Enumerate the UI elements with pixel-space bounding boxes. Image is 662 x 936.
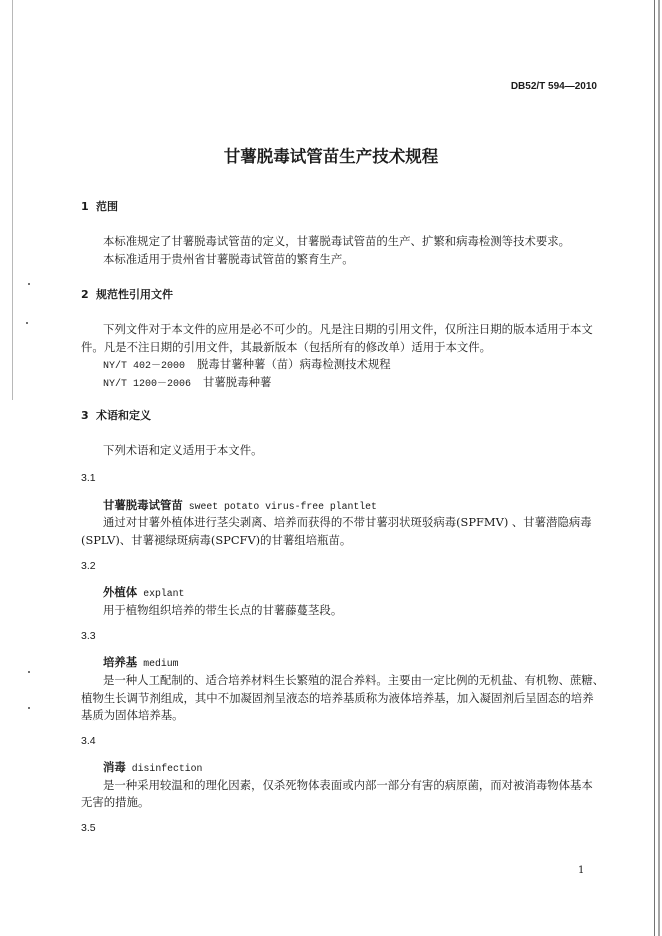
scan-speck [28,707,30,709]
section-heading-scope [81,200,118,214]
definition-line: 是一种采用较温和的理化因素，仅杀死物体表面或内部一部分有害的病原菌，而对被消毒物体基本 [103,778,593,792]
reference-title: 脱毒甘薯种薯（苗）病毒检测技术规程 [197,357,391,371]
definition-line: (SPLV)、甘薯褪绿斑病毒(SPCFV)的甘薯组培瓶苗。 [81,533,352,547]
paragraph-line: 件。凡是不注日期的引用文件，其最新版本（包括所有的修改单）适用于本文件。 [81,340,492,354]
section-number: 1 [81,200,89,213]
term-name-cn: 培养基 [103,655,138,669]
section-title: 范围 [96,200,118,213]
scan-speck [28,671,30,673]
term-entry [103,498,377,512]
scan-speck [28,283,30,285]
section-number: 3 [81,409,89,422]
definition-line: 通过对甘薯外植体进行茎尖剥离、培养而获得的不带甘薯羽状斑驳病毒(SPFMV) 、甘薯潜隐病毒 [103,515,592,529]
reference-item [103,375,271,389]
paragraph-line: 下列文件对于本文件的应用是必不可少的。凡是注日期的引用文件，仅所注日期的版本适用于本文 [103,322,593,336]
section-number: 2 [81,288,89,301]
clause-number: 3.4 [81,735,96,747]
section-title: 术语和定义 [96,409,151,422]
section-heading-normative-references [81,288,173,302]
page-number: 1 [578,865,585,876]
definition-line: 基质为固体培养基。 [81,708,184,722]
clause-number: 3.3 [81,630,96,642]
term-entry [103,655,178,669]
term-entry [103,585,184,599]
section-heading-terms-definitions [81,409,151,423]
definition-line: 无害的措施。 [81,795,150,809]
term-name-cn: 甘薯脱毒试管苗 [103,498,183,512]
term-entry [103,760,202,774]
term-name-en: explant [143,588,185,599]
reference-code: NY/T 1200－2006 [103,379,192,390]
term-name-en: sweet potato virus-free plantlet [188,501,377,512]
clause-number: 3.5 [81,822,96,834]
definition-line: 是一种人工配制的、适合培养材料生长繁殖的混合养料。主要由一定比例的无机盐、有机物、蔗糖、 [103,673,605,687]
reference-item [103,357,391,371]
term-name-en: disinfection [131,763,203,774]
section-title: 规范性引用文件 [96,288,173,301]
clause-number: 3.1 [81,472,96,484]
term-name-cn: 消毒 [103,760,126,774]
definition-line: 植物生长调节剂组成，其中不加凝固剂呈液态的培养基质称为液体培养基，加入凝固剂后呈固态的培养 [81,691,594,705]
definition-line: 用于植物组织培养的带生长点的甘薯藤蔓茎段。 [103,603,343,617]
scan-edge-right [654,0,655,936]
paragraph-line: 本标准适用于贵州省甘薯脱毒试管苗的繁育生产。 [103,252,354,266]
clause-number: 3.2 [81,560,96,572]
scan-speck [26,322,28,324]
paragraph-line: 下列术语和定义适用于本文件。 [103,443,263,457]
scan-edge-left [12,0,13,400]
document-code: DB52/T 594—2010 [510,81,597,92]
term-name-en: medium [143,658,179,669]
paragraph-line: 本标准规定了甘薯脱毒试管苗的定义，甘薯脱毒试管苗的生产、扩繁和病毒检测等技术要求。 [103,234,571,248]
reference-title: 甘薯脱毒种薯 [203,375,272,389]
page-title: 甘薯脱毒试管苗生产技术规程 [223,147,439,166]
reference-code: NY/T 402－2000 [103,361,186,372]
term-name-cn: 外植体 [103,585,138,599]
scan-edge-right-shadow [658,0,660,936]
